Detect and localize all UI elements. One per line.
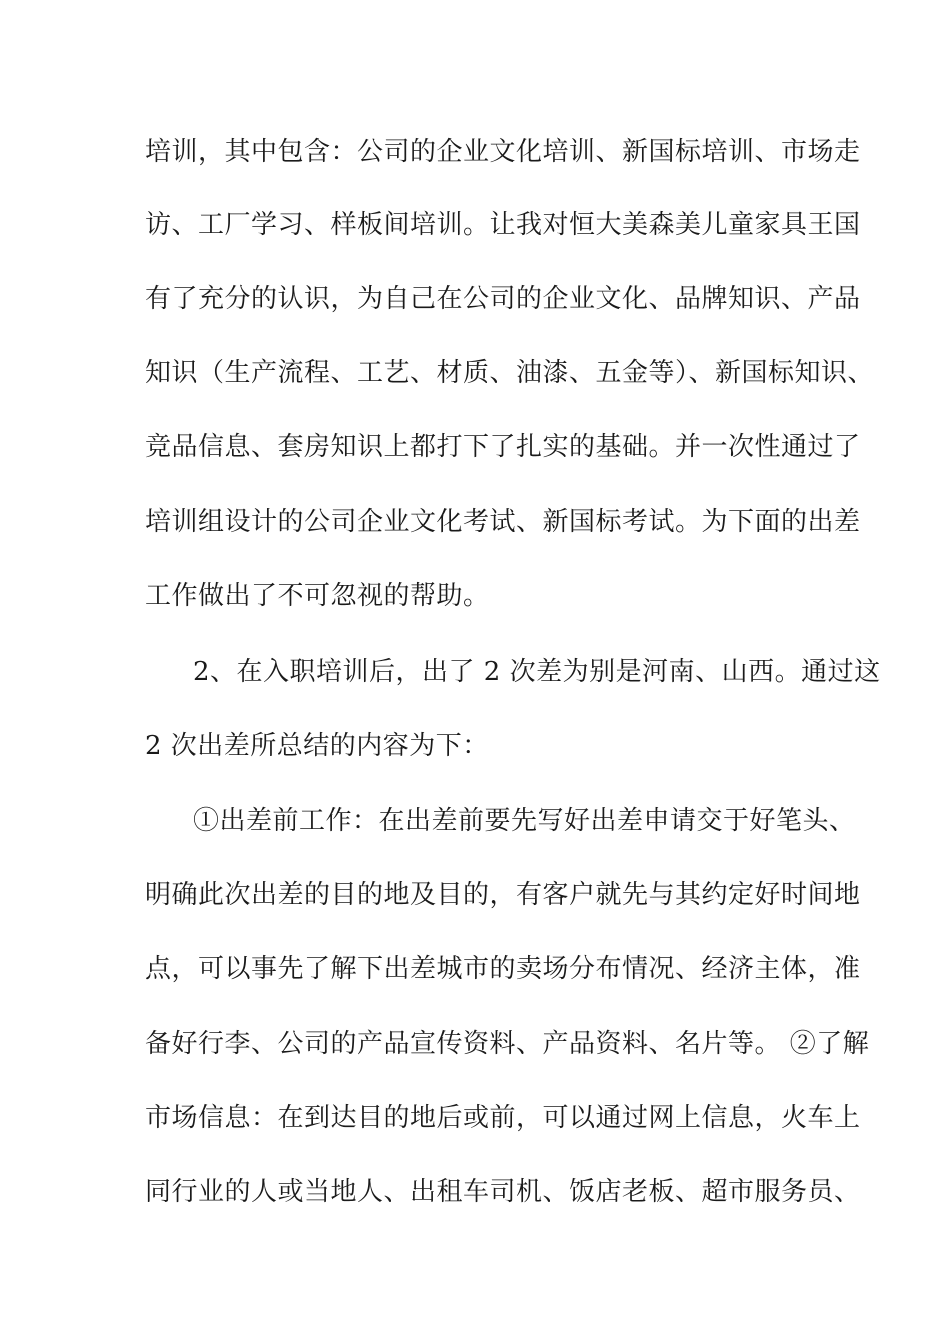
text-line: 竞品信息、套房知识上都打下了扎实的基础。并一次性通过了 bbox=[145, 432, 861, 462]
text-line: 培训，其中包含：公司的企业文化培训、新国标培训、市场走 bbox=[145, 137, 861, 167]
text-line: 访、工厂学习、样板间培训。让我对恒大美森美儿童家具王国 bbox=[145, 210, 861, 240]
text-line: 有了充分的认识，为自己在公司的企业文化、品牌知识、产品 bbox=[145, 284, 861, 314]
text-line: 备好行李、公司的产品宣传资料、产品资料、名片等。 ②了解 bbox=[145, 1029, 870, 1059]
text-line: 同行业的人或当地人、出租车司机、饭店老板、超市服务员、 bbox=[145, 1177, 861, 1207]
text-line: 2 次出差所总结的内容为下： bbox=[145, 731, 489, 761]
text-line: 点，可以事先了解下出差城市的卖场分布情况、经济主体，准 bbox=[145, 954, 861, 984]
paragraph-start-line: 2、在入职培训后，出了 2 次差为别是河南、山西。通过这 bbox=[193, 657, 881, 687]
text-line: 培训组设计的公司企业文化考试、新国标考试。为下面的出差 bbox=[145, 507, 861, 537]
text-line: 工作做出了不可忽视的帮助。 bbox=[145, 581, 490, 611]
text-line: 市场信息：在到达目的地后或前，可以通过网上信息，火车上 bbox=[145, 1103, 861, 1133]
text-line: 知识（生产流程、工艺、材质、油漆、五金等）、新国标知识、 bbox=[145, 358, 875, 388]
text-line: 明确此次出差的目的地及目的，有客户就先与其约定好时间地 bbox=[145, 880, 861, 910]
paragraph-start-line: ①出差前工作：在出差前要先写好出差申请交于好笔头、 bbox=[193, 806, 856, 836]
